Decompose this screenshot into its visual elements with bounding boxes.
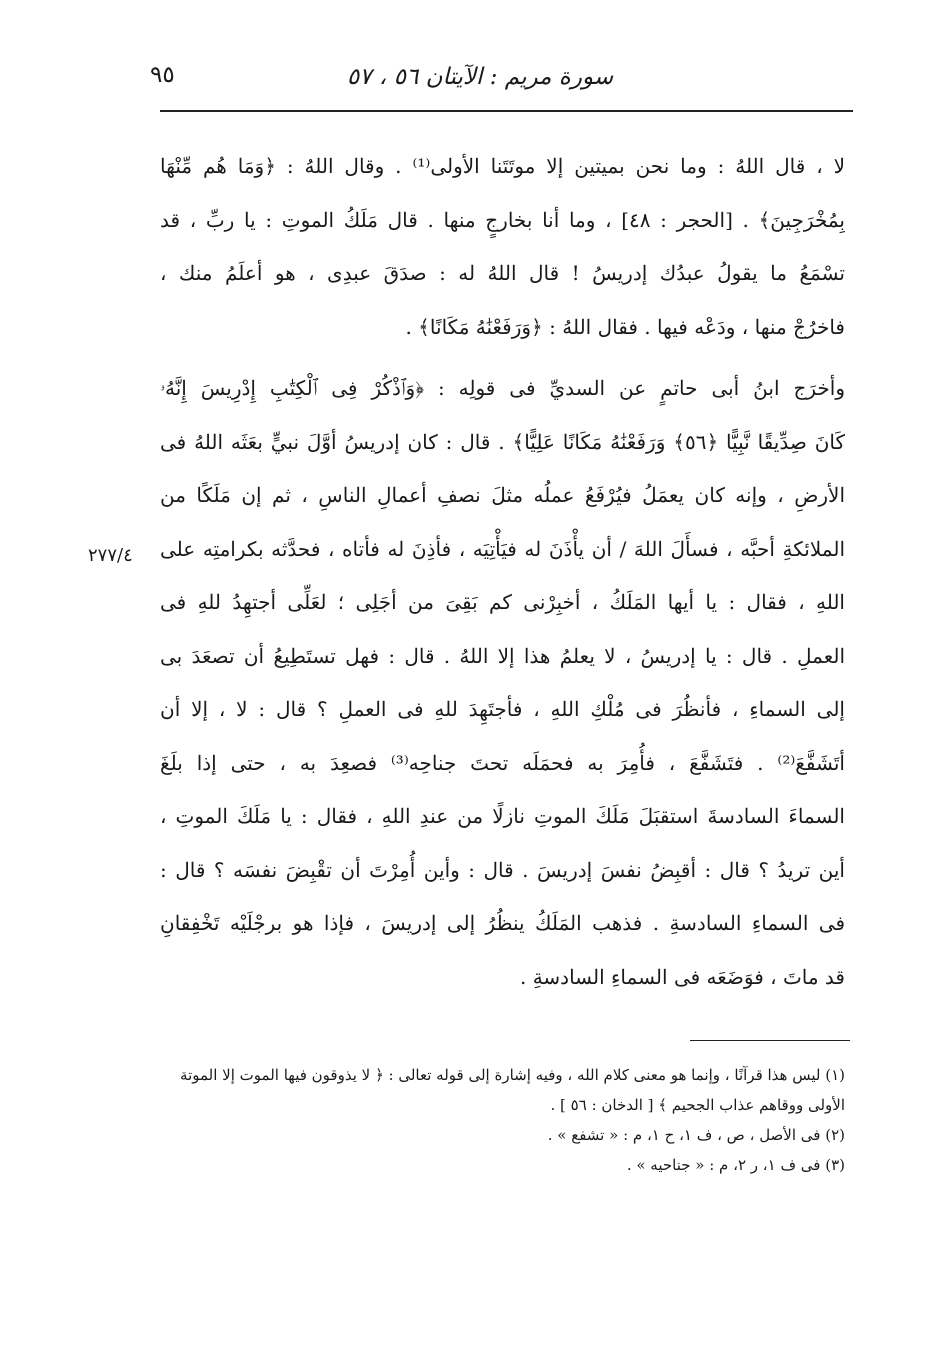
- body-text: [160, 140, 845, 1004]
- footnote-divider: [690, 1040, 850, 1041]
- text-line: أين تريدُ ؟ قال : أقبِضُ نفسَ إدريسَ . قال : وأين أُمِرْتَ أن تقْبِضَ نفسَه ؟ قال :: [160, 857, 845, 882]
- header-divider: [160, 110, 853, 112]
- footnote-3: (٣) فى ف ١، ر ٢، م : « جناحيه » .: [626, 1156, 845, 1174]
- footnote-2: (٢) فى الأصل ، ص ، ف ١، ح ١، م : « تشفع » .: [547, 1126, 845, 1144]
- text-line: بِمُخْرَجِينَ﴾ . [الحجر : ٤٨] ، وما أنا بخارجٍ منها . قال مَلَكُ الموتِ : يا ربِّ ، قد: [160, 207, 845, 232]
- text-line: الأرضِ ، وإنه كان يعمَلُ فيُرْفَعُ عملُه مثلَ نصفِ أعمالِ الناسِ ، ثم إن مَلَكًا من: [160, 483, 845, 507]
- text-line: العملِ . قال : يا إدريسُ ، لا يعلمُ هذا إلا اللهُ . قال : فهل تستَطِيعُ أن تصعَدَ بى: [160, 643, 845, 668]
- footnotes: [160, 1060, 845, 1180]
- text-line: اللهِ ، فقال : يا أيها المَلَكُ ، أخبِرْنى كم بَقِىَ من أجَلِى ؛ لعَلِّى أجتهِدُ للهِ فى: [160, 590, 845, 614]
- footnote-1: (١) ليس هذا قرآنًا ، وإنما هو معنى كلام الله ، وفيه إشارة إلى قوله تعالى : ﴿ لا يذوقون فيها الموت إلا الموتة: [180, 1066, 845, 1084]
- text-line: لا ، قال اللهُ : وما نحن بميتين إلا موتَتَنا الأولى⁽¹⁾ . وقال اللهُ : ﴿وَمَا هُم مِّنْهَا: [160, 154, 845, 178]
- text-line: أتَشَفَّعَ⁽²⁾ . فتَشَفَّعَ ، فأُمِرَ به فحمَلَه تحتَ جناحِه⁽³⁾ فصعِدَ به ، حتى إذا بلَغَ: [160, 750, 845, 775]
- margin-volume-page-reference: ٢٧٧/٤: [88, 545, 133, 566]
- text-line: كَانَ صِدِّيقًا نَّبِيًّا ﴿٥٦﴾ وَرَفَعْنَٰهُ مَكَانًا عَلِيًّا﴾ . قال : كان إدريسُ أوَّلَ نبيٍّ بعَثَه اللهُ فى: [160, 429, 845, 454]
- paragraph-1: [160, 140, 845, 354]
- text-line: السماءَ السادسةَ استقبَلَ مَلَكَ الموتِ نازلًا من عندِ اللهِ ، فقال : يا مَلَكَ الموتِ ،: [160, 804, 845, 828]
- text-line: الملائكةِ أحبَّه ، فسأَلَ اللهَ / أن يأْذَنَ له فيَأْتِيَه ، فأذِنَ له فأتاه ، فحدَّثه بكرامتِه على: [160, 536, 845, 561]
- text-line: إلى السماءِ ، فأنظُرَ فى مُلْكِ اللهِ ، فأجتَهِدَ للهِ فى العملِ ؟ قال : لا ، إلا أن: [160, 697, 845, 721]
- footnote-1-continued: الأولى ووقاهم عذاب الجحيم ﴾ [ الدخان : ٥٦ ] .: [550, 1096, 845, 1114]
- text-line: فى السماءِ السادسةِ . فذهب المَلَكُ ينظُرُ إلى إدريسَ ، فإذا هو برجْلَيْه تَخْفِقانِ: [160, 911, 845, 935]
- paragraph-2: [160, 362, 845, 1004]
- text-line: تسْمَعُ ما يقولُ عبدُك إدريسُ ! قال اللهُ له : صدَقَ عبدِى ، هو أعلَمُ منك ،: [160, 261, 845, 285]
- running-header-title: سورة مريم : الآيتان ٥٦ ، ٥٧: [346, 64, 614, 90]
- text-line: وأخرَج ابنُ أبى حاتمٍ عن السديِّ فى قولِه : ﴿وَٱذْكُرْ فِى ٱلْكِتَٰبِ إِدْرِيسَ إِنَّهُۥ: [160, 376, 845, 400]
- text-line: قد ماتَ ، فوَضَعَه فى السماءِ السادسةِ .: [519, 964, 845, 989]
- text-line: فاخرُجْ منها ، ودَعْه فيها . فقال اللهُ : ﴿وَرَفَعْنَٰهُ مَكَانًا﴾ .: [405, 314, 845, 339]
- page-number: ٩٥: [150, 62, 175, 88]
